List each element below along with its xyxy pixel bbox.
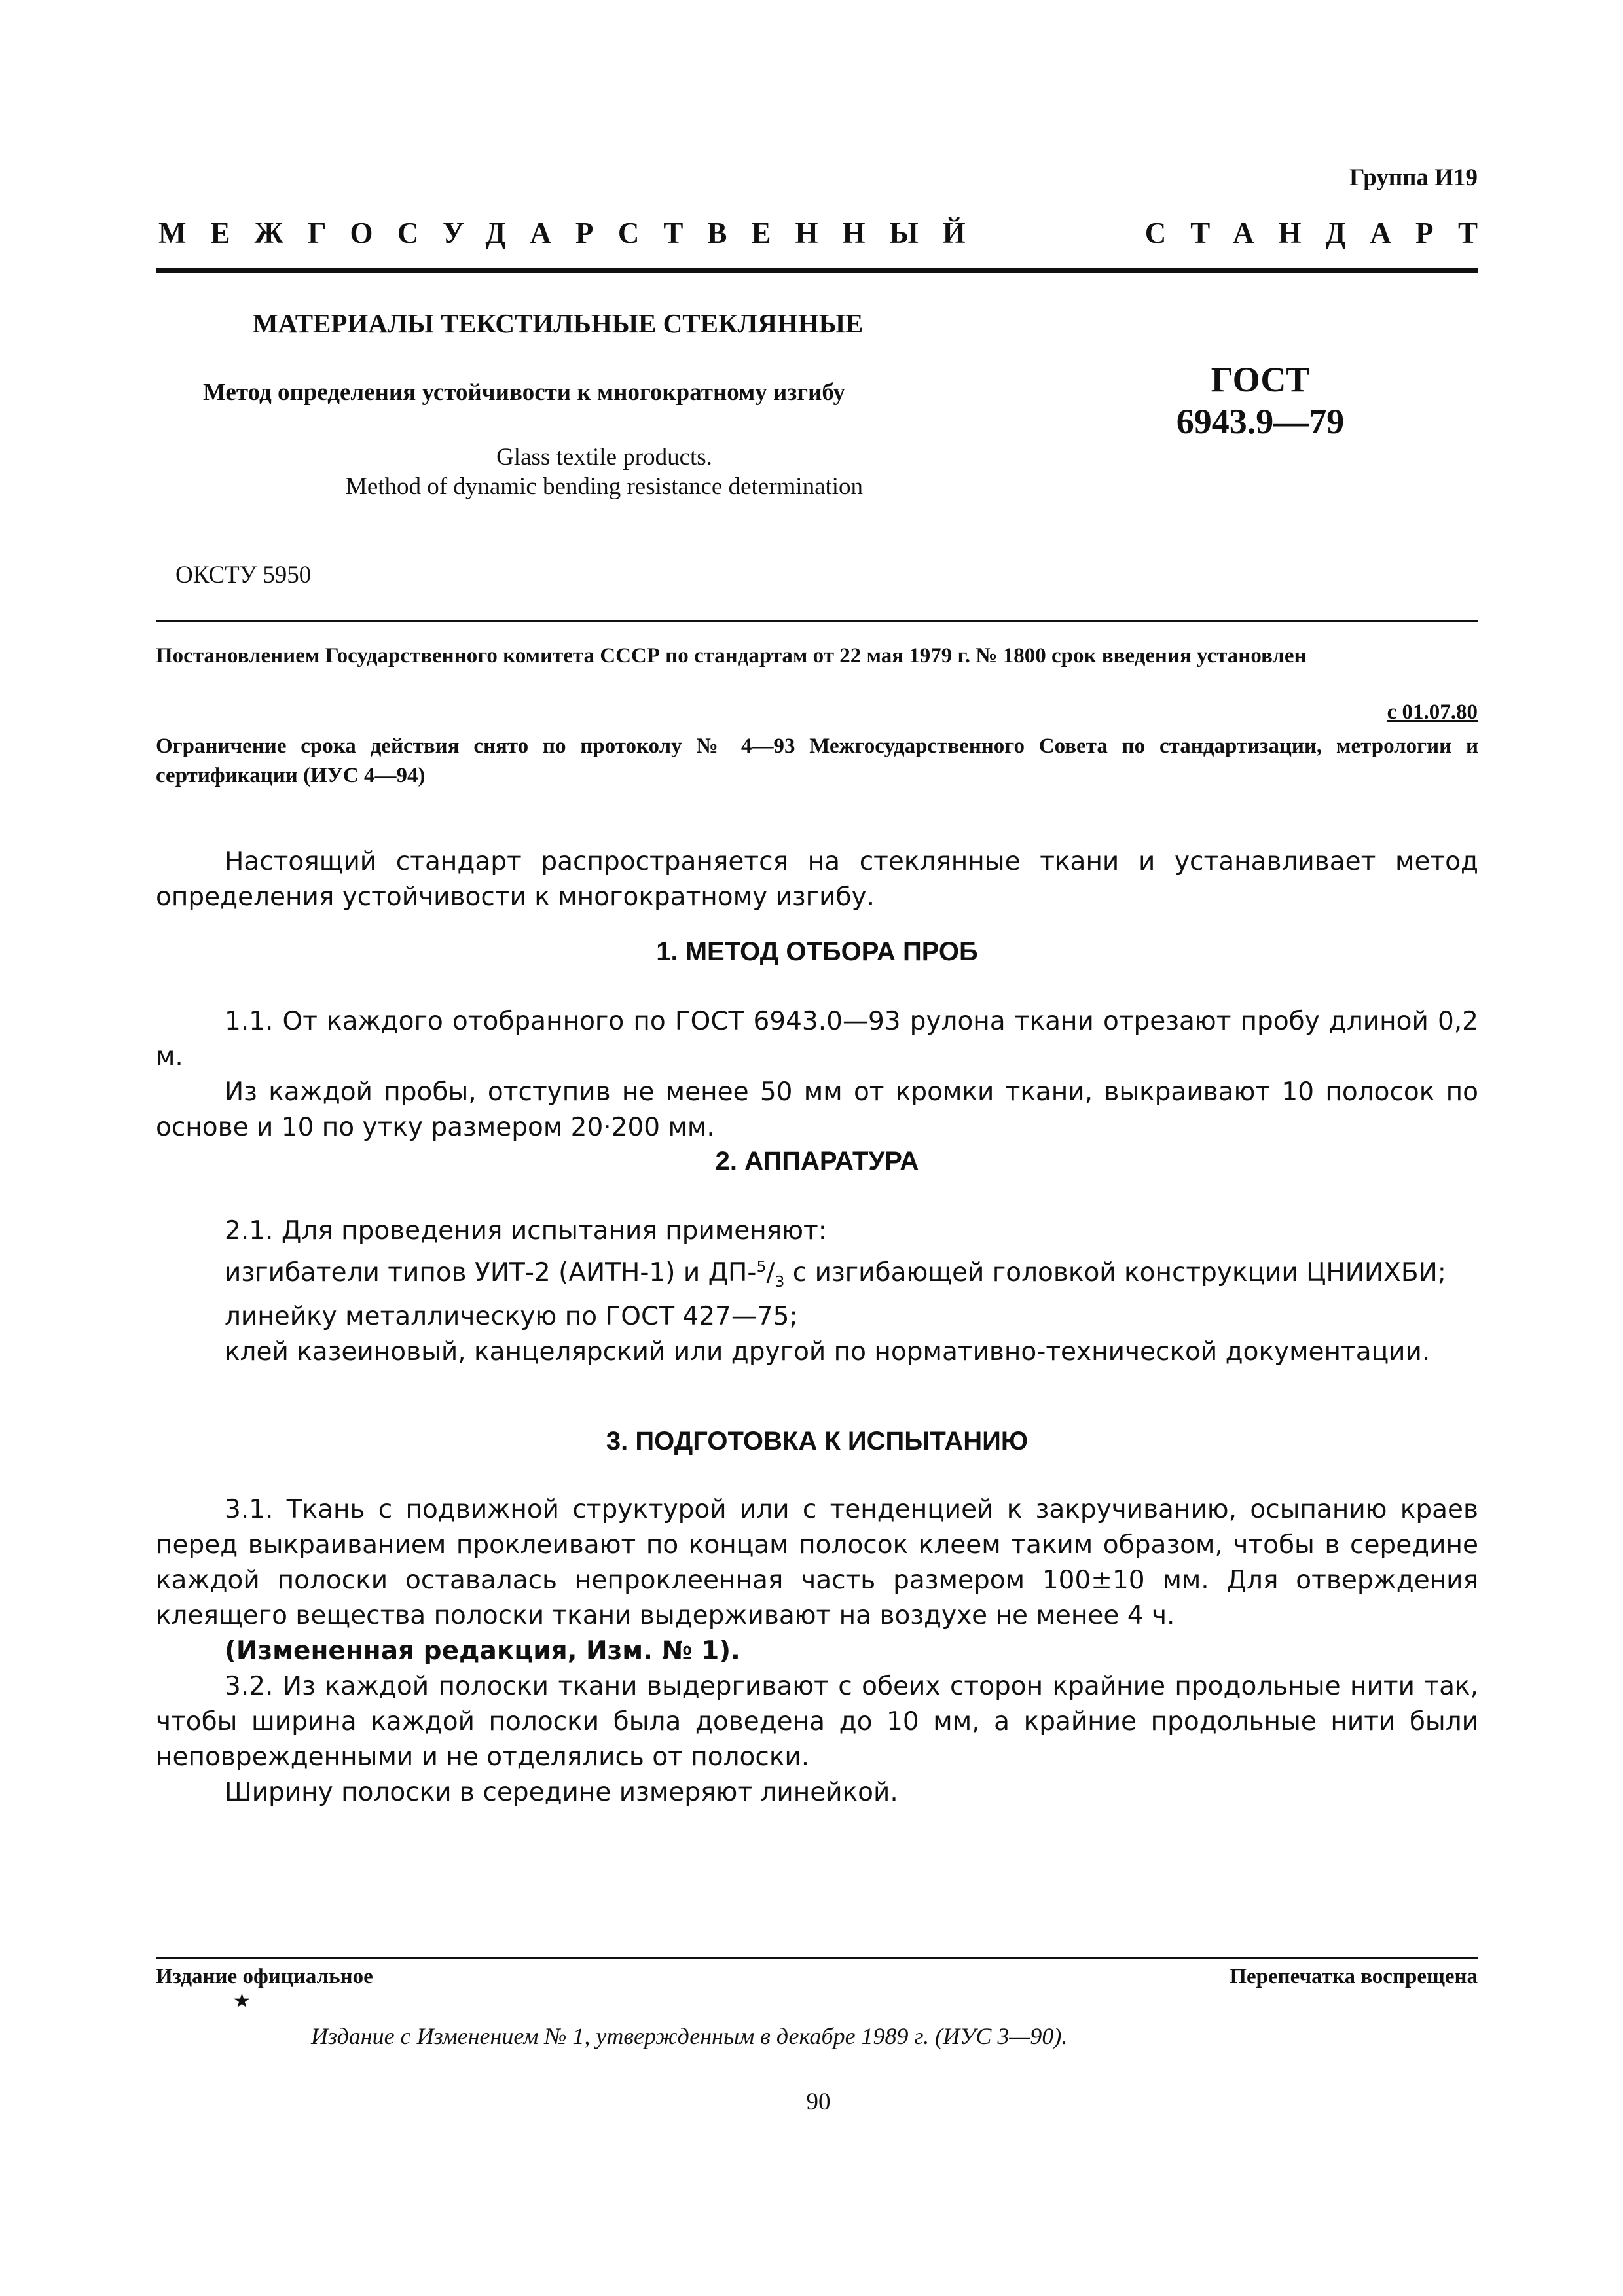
okstu-code: ОКСТУ 5950: [175, 562, 312, 588]
section-2-p2-pre: изгибатели типов УИТ-2 (АИТН-1) и ДП-: [225, 1258, 757, 1287]
section-3-heading: 3. ПОДГОТОВКА К ИСПЫТАНИЮ: [606, 1427, 1029, 1456]
section-2-p2-post: с изгибающей головкой конструкции ЦНИИХБИ;: [784, 1258, 1446, 1287]
reprint-prohibited-label: Перепечатка воспрещена: [1230, 1965, 1478, 1988]
group-label: Группа И19: [1349, 164, 1478, 191]
star-icon: ★: [233, 1990, 251, 2012]
section-2-p1: 2.1. Для проведения испытания применяют:: [225, 1216, 827, 1246]
gost-code: 6943.9—79: [1176, 402, 1345, 441]
limit-text: Ограничение срока действия снято по протоколу № 4—93 Межгосударственного Совета по стандартизации, метрологии и сертификации (ИУС 4—94): [156, 734, 1478, 787]
section-1-body: [156, 1004, 1478, 1145]
english-title-line1: Glass textile products.: [496, 444, 712, 471]
document-title: МАТЕРИАЛЫ ТЕКСТИЛЬНЫЕ СТЕКЛЯННЫЕ: [253, 308, 864, 338]
fraction-slash: /: [766, 1258, 775, 1287]
official-edition-label: Издание официальное: [156, 1965, 373, 1988]
section-2-p4: клей казеиновый, канцелярский или другой по нормативно-технической документации.: [225, 1336, 1431, 1367]
okstu-rule: [156, 620, 1478, 622]
standard-word-standard: СТАНДАРТ: [1144, 217, 1502, 249]
intro-paragraph: Настоящий стандарт распространяется на стеклянные ткани и устанавливает метод определения устойчивости к многократному изгибу.: [156, 847, 1478, 912]
section-2-p2: [156, 1249, 1478, 1299]
section-3-p3: Ширину полоски в середине измеряют линейкой.: [225, 1778, 898, 1807]
section-2-body: [156, 1213, 1478, 1370]
header-rule: [156, 268, 1478, 273]
section-3-body: [156, 1492, 1478, 1810]
section-1-p1: 1.1. От каждого отобранного по ГОСТ 6943.0—93 рулона ткани отрезают пробу длиной 0,2 м.: [156, 1007, 1478, 1071]
intro-block: [156, 844, 1478, 915]
section-3-p1: 3.1. Ткань с подвижной структурой или с тенденцией к закручиванию, осыпанию краев перед выкраиванием проклеивают по концам полосок клеем таким образом, чтобы в середине каждой полоски оставалась непроклеенная часть размером 100±10 мм. Для отверждения клеящего вещества полоски ткани выдерживают на воздухе не менее 4 ч.: [156, 1495, 1478, 1630]
decree-text: Постановлением Государственного комитета СССР по стандартам от 22 мая 1979 г. № 1800 срок введения установлен: [156, 644, 1307, 668]
fraction-numerator: 5: [756, 1257, 767, 1276]
section-1-heading: 1. МЕТОД ОТБОРА ПРОБ: [656, 937, 978, 966]
section-2-heading: 2. АППАРАТУРА: [715, 1147, 919, 1175]
effective-date: с 01.07.80: [1387, 700, 1478, 724]
section-2-p3: линейку металлическую по ГОСТ 427—75;: [225, 1301, 798, 1331]
document-subtitle: Метод определения устойчивости к многократному изгибу: [203, 379, 845, 406]
gost-label: ГОСТ: [1211, 360, 1310, 399]
standard-word-interstate: МЕЖГОСУДАРСТВЕННЫЙ: [158, 217, 990, 249]
footer-rule: [156, 1957, 1478, 1959]
gost-number: [1142, 359, 1378, 442]
standard-header: [158, 216, 1502, 250]
edition-note: Издание с Изменением № 1, утвержденным в декабре 1989 г. (ИУС 3—90).: [311, 2023, 1068, 2049]
page-number: 90: [806, 2089, 831, 2115]
section-1-p2: Из каждой пробы, отступив не менее 50 мм от кромки ткани, выкраивают 10 полосок по основе и 10 по утку размером 20·200 мм.: [156, 1077, 1478, 1142]
english-title-line2: Method of dynamic bending resistance determination: [345, 473, 864, 500]
section-3-amendment: (Измененная редакция, Изм. № 1).: [225, 1636, 740, 1666]
fraction-denominator: 3: [775, 1272, 785, 1291]
section-3-p2: 3.2. Из каждой полоски ткани выдергивают с обеих сторон крайние продольные нити так, чтобы ширина каждой полоски была доведена до 10 мм, а крайние продольные нити были неповрежденными и не отделялись от полоски.: [156, 1672, 1478, 1772]
